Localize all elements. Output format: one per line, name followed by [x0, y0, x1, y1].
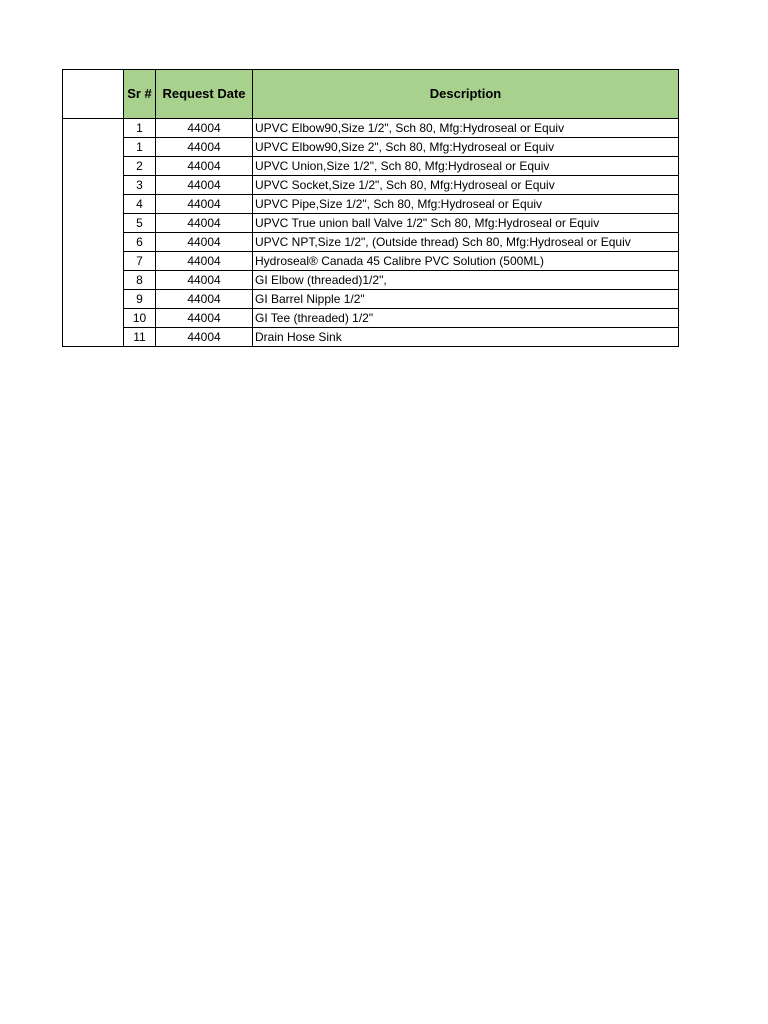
table-row [63, 290, 679, 309]
sr-cell: 4 [124, 195, 156, 214]
request-table [62, 69, 679, 347]
sr-cell: 11 [124, 328, 156, 347]
sr-cell: 1 [124, 138, 156, 157]
table-row [63, 309, 679, 328]
table-row [63, 271, 679, 290]
date-cell: 44004 [156, 328, 253, 347]
description-cell: GI Elbow (threaded)1/2", [253, 271, 679, 290]
description-cell: Hydroseal® Canada 45 Calibre PVC Solution (500ML) [253, 252, 679, 271]
description-cell: UPVC Pipe,Size 1/2", Sch 80, Mfg:Hydroseal or Equiv [253, 195, 679, 214]
table-row [63, 214, 679, 233]
description-cell: Drain Hose Sink [253, 328, 679, 347]
header-row [63, 70, 679, 119]
date-cell: 44004 [156, 252, 253, 271]
table-row [63, 195, 679, 214]
sr-cell: 10 [124, 309, 156, 328]
date-cell: 44004 [156, 271, 253, 290]
sr-cell: 6 [124, 233, 156, 252]
sr-cell: 7 [124, 252, 156, 271]
header-blank-cell [63, 70, 124, 119]
sr-cell: 5 [124, 214, 156, 233]
table-row [63, 328, 679, 347]
description-cell: UPVC NPT,Size 1/2", (Outside thread) Sch 80, Mfg:Hydroseal or Equiv [253, 233, 679, 252]
table-row [63, 176, 679, 195]
date-cell: 44004 [156, 309, 253, 328]
date-cell: 44004 [156, 233, 253, 252]
date-cell: 44004 [156, 290, 253, 309]
table-body [63, 119, 679, 347]
sr-cell: 9 [124, 290, 156, 309]
date-cell: 44004 [156, 157, 253, 176]
sr-cell: 8 [124, 271, 156, 290]
description-cell: UPVC Elbow90,Size 2", Sch 80, Mfg:Hydroseal or Equiv [253, 138, 679, 157]
table-row [63, 252, 679, 271]
side-blank-cell [63, 119, 124, 347]
description-cell: GI Tee (threaded) 1/2" [253, 309, 679, 328]
date-cell: 44004 [156, 119, 253, 138]
header-sr: Sr # [124, 70, 156, 119]
header-description: Description [253, 70, 679, 119]
description-cell: UPVC Union,Size 1/2", Sch 80, Mfg:Hydroseal or Equiv [253, 157, 679, 176]
description-cell: GI Barrel Nipple 1/2" [253, 290, 679, 309]
date-cell: 44004 [156, 195, 253, 214]
table-row [63, 233, 679, 252]
description-cell: UPVC Socket,Size 1/2", Sch 80, Mfg:Hydroseal or Equiv [253, 176, 679, 195]
sr-cell: 2 [124, 157, 156, 176]
sr-cell: 1 [124, 119, 156, 138]
table-row [63, 138, 679, 157]
header-request-date: Request Date [156, 70, 253, 119]
sr-cell: 3 [124, 176, 156, 195]
date-cell: 44004 [156, 176, 253, 195]
description-cell: UPVC True union ball Valve 1/2" Sch 80, Mfg:Hydroseal or Equiv [253, 214, 679, 233]
table-row [63, 157, 679, 176]
date-cell: 44004 [156, 214, 253, 233]
date-cell: 44004 [156, 138, 253, 157]
description-cell: UPVC Elbow90,Size 1/2", Sch 80, Mfg:Hydroseal or Equiv [253, 119, 679, 138]
table-row [63, 119, 679, 138]
